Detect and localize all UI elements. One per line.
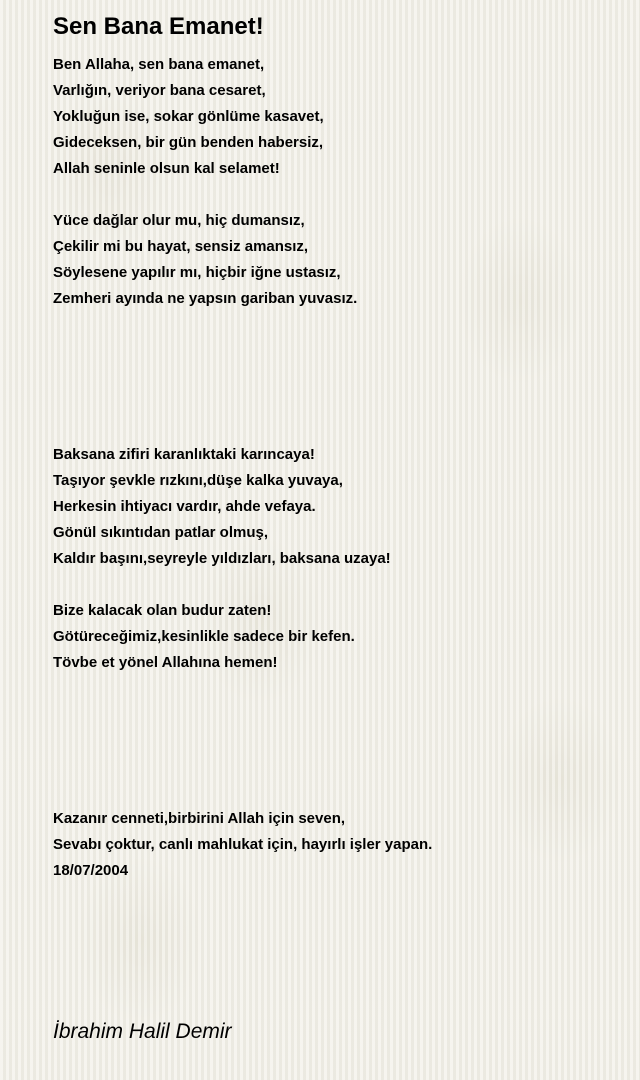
poem-body	[53, 52, 623, 884]
poem-line: Allah seninle olsun kal selamet!	[53, 160, 280, 177]
poem-line: Bize kalacak olan budur zaten!	[53, 602, 272, 619]
poem-line: Tövbe et yönel Allahına hemen!	[53, 654, 278, 671]
poem-line: Gönül sıkıntıdan patlar olmuş,	[53, 524, 269, 541]
poem-date: 18/07/2004	[53, 862, 129, 879]
stanza-gap	[53, 676, 623, 806]
stanza-1	[53, 52, 623, 182]
poem-line: Varlığın, veriyor bana cesaret,	[53, 82, 266, 99]
poem-line: Herkesin ihtiyacı vardır, ahde vefaya.	[53, 498, 316, 515]
poem-line: Kazanır cenneti,birbirini Allah için seven,	[53, 810, 346, 827]
stanza-gap	[53, 182, 623, 208]
poem-line: Kaldır başını,seyreyle yıldızları, baksana uzaya!	[53, 550, 391, 567]
poem-line: Zemheri ayında ne yapsın gariban yuvasız.	[53, 290, 358, 307]
stanza-5	[53, 806, 623, 884]
poem-line: Sevabı çoktur, canlı mahlukat için, hayırlı işler yapan.	[53, 836, 433, 853]
poem-author: İbrahim Halil Demir	[53, 1020, 232, 1043]
poem-line: Çekilir mi bu hayat, sensiz amansız,	[53, 238, 309, 255]
poem-line: Gideceksen, bir gün benden habersiz,	[53, 134, 324, 151]
poem-line: Ben Allaha, sen bana emanet,	[53, 56, 265, 73]
poem-line: Söylesene yapılır mı, hiçbir iğne ustasız,	[53, 264, 341, 281]
stanza-3	[53, 442, 623, 572]
stanza-gap	[53, 572, 623, 598]
poem-line: Yokluğun ise, sokar gönlüme kasavet,	[53, 108, 324, 125]
poem-line: Yüce dağlar olur mu, hiç dumansız,	[53, 212, 305, 229]
poem-line: Taşıyor şevkle rızkını,düşe kalka yuvaya,	[53, 472, 343, 489]
poem-line: Götüreceğimiz,kesinlikle sadece bir kefen.	[53, 628, 355, 645]
stanza-4	[53, 598, 623, 676]
poem-line: Baksana zifiri karanlıktaki karıncaya!	[53, 446, 315, 463]
poem-title: Sen Bana Emanet!	[53, 13, 264, 40]
stanza-2	[53, 208, 623, 312]
stanza-gap	[53, 312, 623, 442]
